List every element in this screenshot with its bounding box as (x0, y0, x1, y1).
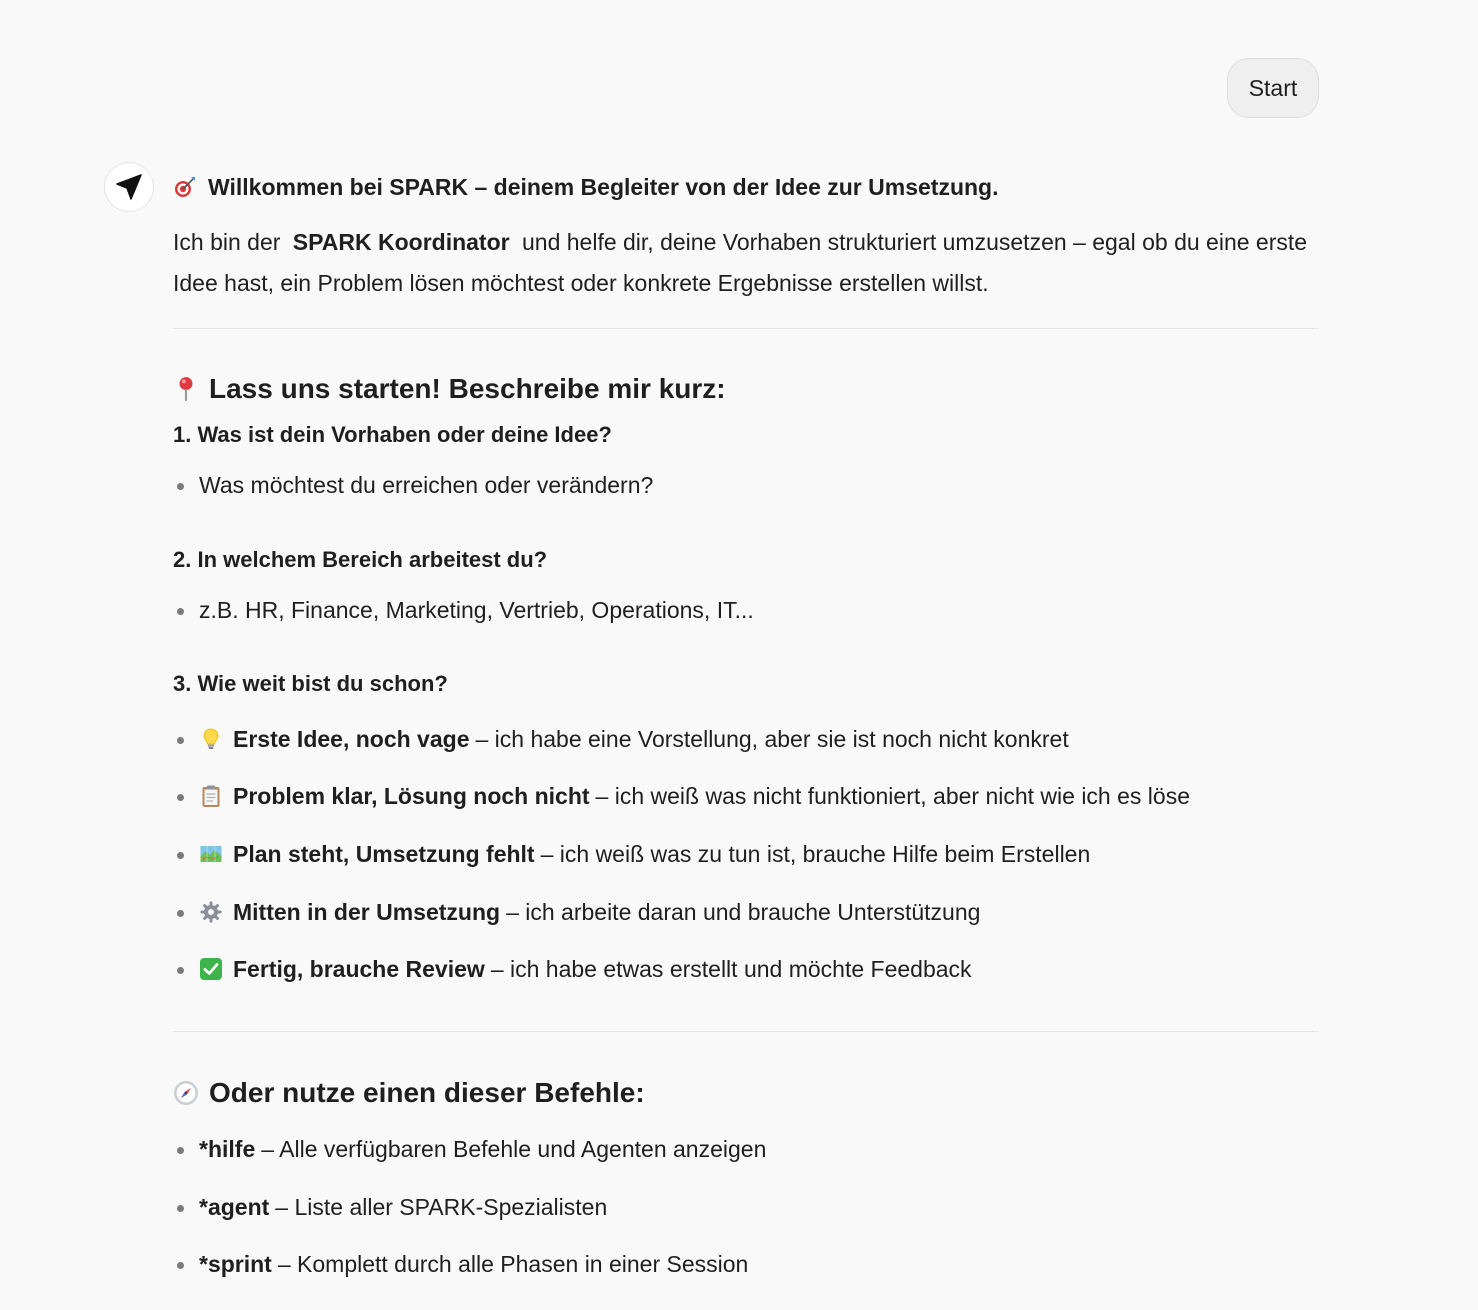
welcome-heading (173, 165, 1319, 209)
option-bold-label: Problem klar, Lösung noch nicht (233, 783, 590, 809)
intro-text-after: und helfe dir, deine Vorhaben strukturiert umzusetzen – egal ob du eine erste Idee hast, ein Problem lösen möchtest oder konkrete Ergebnisse erstellen willst. (173, 229, 1308, 296)
start-section-title: Lass uns starten! Beschreibe mir kurz: (209, 373, 726, 404)
command-name: *agent (199, 1194, 270, 1220)
list-item (173, 949, 1319, 989)
option-description: – ich weiß was nicht funktioniert, aber nicht wie ich es löse (595, 783, 1190, 809)
command-description: – Komplett durch alle Phasen in einer Session (277, 1251, 749, 1277)
assistant-message (173, 165, 1319, 1284)
option-bold-label: Erste Idee, noch vage (233, 726, 470, 752)
list-item (173, 892, 1319, 932)
user-message-bubble: Start (1227, 58, 1319, 118)
target-dart-icon (173, 175, 197, 199)
intro-text-before: Ich bin der (173, 229, 281, 255)
pushpin-icon (173, 376, 199, 402)
command-item (173, 1244, 1319, 1284)
option-bold-label: Plan steht, Umsetzung fehlt (233, 841, 535, 867)
assistant-avatar (104, 162, 154, 212)
navigation-arrow-icon (114, 172, 144, 202)
divider (173, 328, 1319, 329)
commands-section-title: Oder nutze einen dieser Befehle: (209, 1077, 645, 1108)
intro-paragraph (173, 222, 1319, 304)
welcome-text: Willkommen bei SPARK – deinem Begleiter von der Idee zur Umsetzung. (208, 173, 999, 200)
command-item (173, 1187, 1319, 1227)
option-bold-label: Mitten in der Umsetzung (233, 899, 501, 925)
list-item (173, 719, 1319, 759)
map-icon (199, 842, 223, 866)
option-bold-label: Fertig, brauche Review (233, 956, 485, 982)
option-description: – ich habe etwas erstellt und möchte Feedback (490, 956, 972, 982)
command-description: – Liste aller SPARK-Spezialisten (275, 1194, 608, 1220)
question-3-title: 3. Wie weit bist du schon? (173, 671, 448, 696)
commands-section-heading (173, 1073, 1319, 1113)
list-item (173, 834, 1319, 874)
list-item (173, 776, 1319, 816)
command-name: *hilfe (199, 1136, 256, 1162)
question-2-title: 2. In welchem Bereich arbeitest du? (173, 547, 548, 572)
command-description: – Alle verfügbaren Befehle und Agenten anzeigen (261, 1136, 767, 1162)
list-item: Was möchtest du erreichen oder verändern? (173, 465, 1319, 505)
option-description: – ich arbeite daran und brauche Unterstützung (506, 899, 981, 925)
command-name: *sprint (199, 1251, 272, 1277)
lightbulb-icon (199, 727, 223, 751)
check-mark-icon (199, 957, 223, 981)
clipboard-icon (199, 784, 223, 808)
command-item (173, 1129, 1319, 1169)
compass-icon (173, 1080, 199, 1106)
question-1-title: 1. Was ist dein Vorhaben oder deine Idee? (173, 422, 612, 447)
divider (173, 1031, 1319, 1032)
intro-bold-name: SPARK Koordinator (292, 229, 510, 255)
option-description: – ich weiß was zu tun ist, brauche Hilfe beim Erstellen (540, 841, 1091, 867)
list-item: z.B. HR, Finance, Marketing, Vertrieb, Operations, IT... (173, 590, 1319, 630)
gear-icon (199, 900, 223, 924)
option-description: – ich habe eine Vorstellung, aber sie ist noch nicht konkret (475, 726, 1069, 752)
start-section-heading (173, 369, 1319, 409)
